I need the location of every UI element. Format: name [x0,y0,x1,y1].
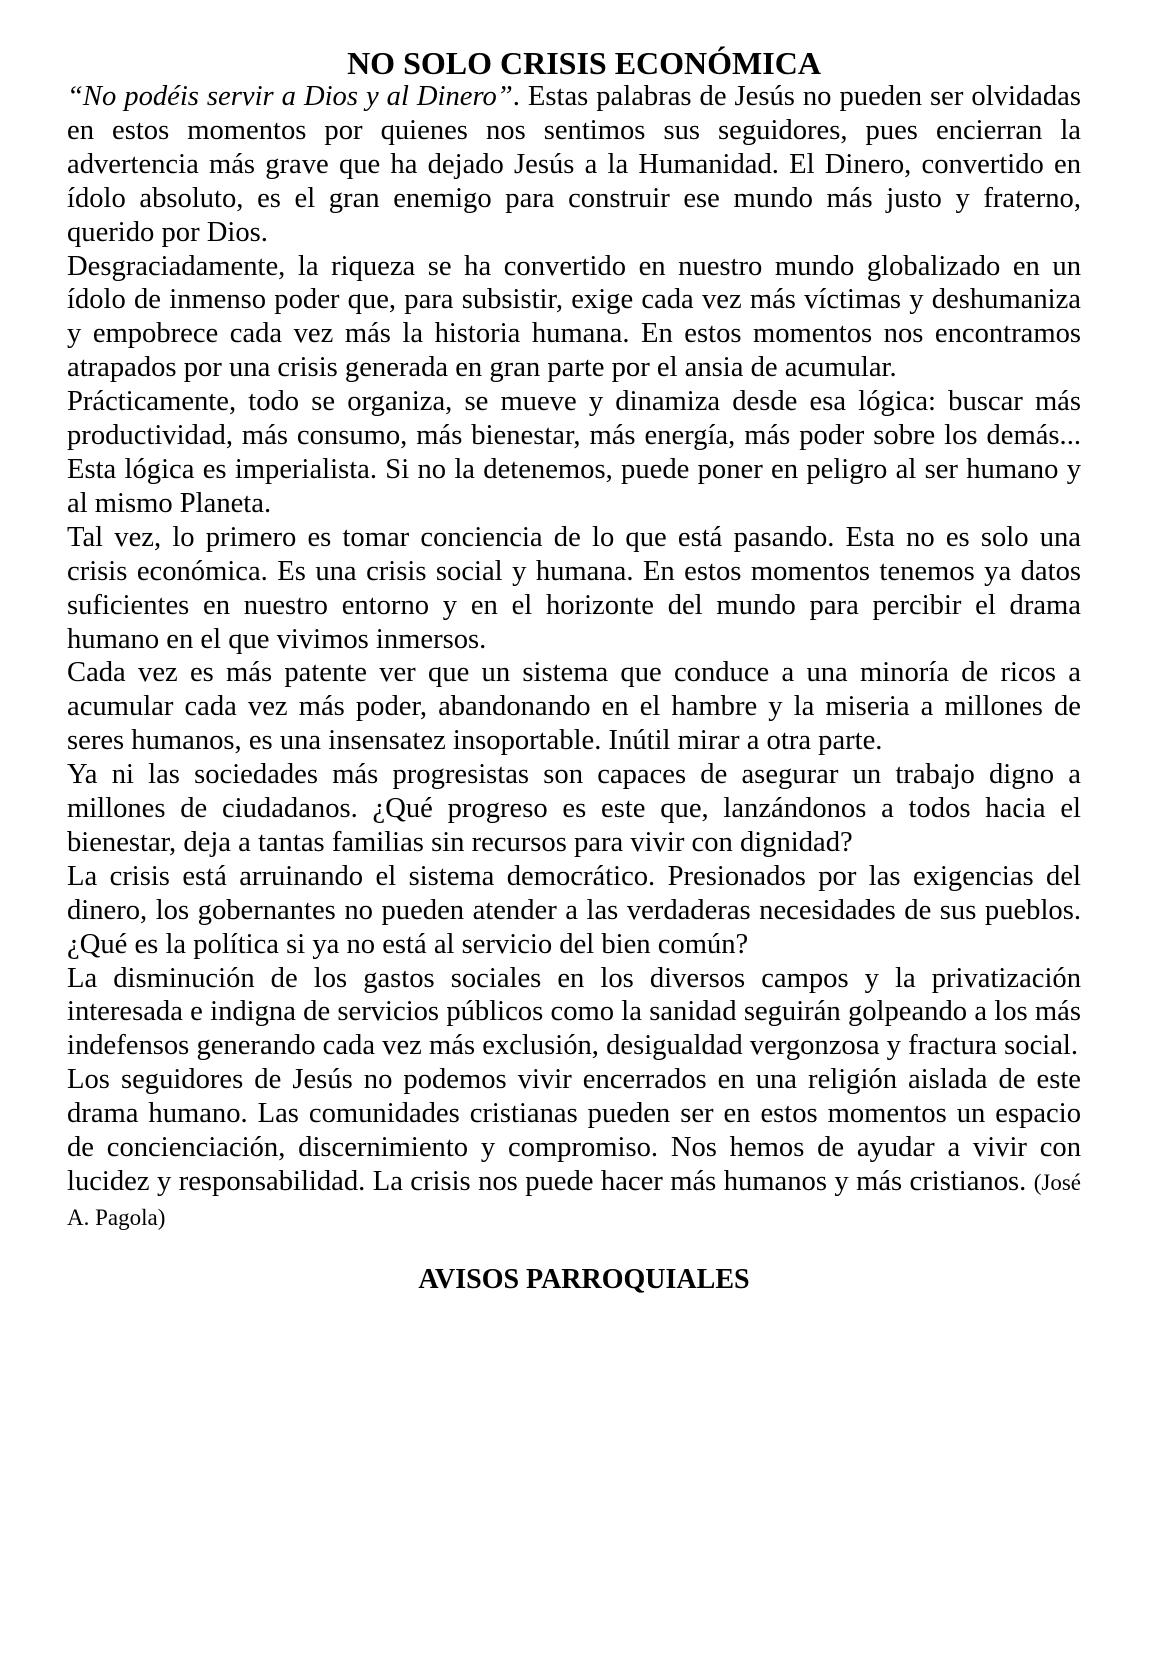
article-body [67,80,1081,1235]
document-page [67,44,1081,1297]
author-attribution: (José A. Pagola) [67,1170,1081,1230]
paragraph-8: La disminución de los gastos sociales en los diversos campos y la privatización interesada e indigna de servicios públicos como la sanidad seguirán golpeando a los más indefensos generando cada vez más exclusión, desigualdad vergonzosa y fractura social. [67,962,1081,1062]
paragraph-7: La crisis está arruinando el sistema democrático. Presionados por las exigencias del dinero, los gobernantes no pueden atender a las verdaderas necesidades de sus pueblos. ¿Qué es la política si ya no está al servicio del bien común? [67,860,1081,960]
article-title: NO SOLO CRISIS ECONÓMICA [347,45,821,81]
paragraph-3: Prácticamente, todo se organiza, se mueve y dinamiza desde esa lógica: buscar más productividad, más consumo, más bienestar, más energía, más poder sobre los demás... Esta lógica es imperialista. Si no la detenemos, puede poner en peligro al ser humano y al mismo Planeta. [67,386,1081,519]
section-heading-avisos: AVISOS PARROQUIALES [418,1263,750,1295]
opening-quote: “No podéis servir a Dios y al Dinero” [67,81,513,112]
paragraph-6: Ya ni las sociedades más progresistas son capaces de asegurar un trabajo digno a millones de ciudadanos. ¿Qué progreso es este que, lanzándonos a todos hacia el bienestar, deja a tantas familias sin recursos para vivir con dignidad? [67,759,1081,858]
paragraph-9 [67,1063,1081,1235]
paragraph-text: . Estas palabras de Jesús no pueden ser olvidadas en estos momentos por quienes nos sentimos sus seguidores, pues encierran la advertencia más grave que ha dejado Jesús a la Humanidad. El Dinero, convertido en ídolo absoluto, es el gran enemigo para construir ese mundo más justo y fraterno, querido por Dios. [67,81,1081,248]
paragraph-2: Desgraciadamente, la riqueza se ha convertido en nuestro mundo globalizado en un ídolo de inmenso poder que, para subsistir, exige cada vez más víctimas y deshumaniza y empobrece cada vez más la historia humana. En estos momentos nos encontramos atrapados por una crisis generada en gran parte por el ansia de acumular. [67,250,1081,384]
paragraph-1 [67,80,1081,250]
paragraph-text: Los seguidores de Jesús no podemos vivir encerrados en una religión aislada de este drama humano. Las comunidades cristianas pueden ser en estos momentos un espacio de concienciación, discernimiento y compromiso. Nos hemos de ayudar a vivir con lucidez y responsabilidad. La crisis nos puede hacer más humanos y más cristianos. [67,1064,1081,1197]
paragraph-5: Cada vez es más patente ver que un sistema que conduce a una minoría de ricos a acumular cada vez más poder, abandonando en el hambre y la miseria a millones de seres humanos, es una insensatez insoportable. Inútil mirar a otra parte. [67,657,1081,757]
paragraph-4: Tal vez, lo primero es tomar conciencia de lo que está pasando. Esta no es solo una crisis económica. Es una crisis social y humana. En estos momentos tenemos ya datos suficientes en nuestro entorno y en el horizonte del mundo para percibir el drama humano en el que vivimos inmersos. [67,521,1081,655]
